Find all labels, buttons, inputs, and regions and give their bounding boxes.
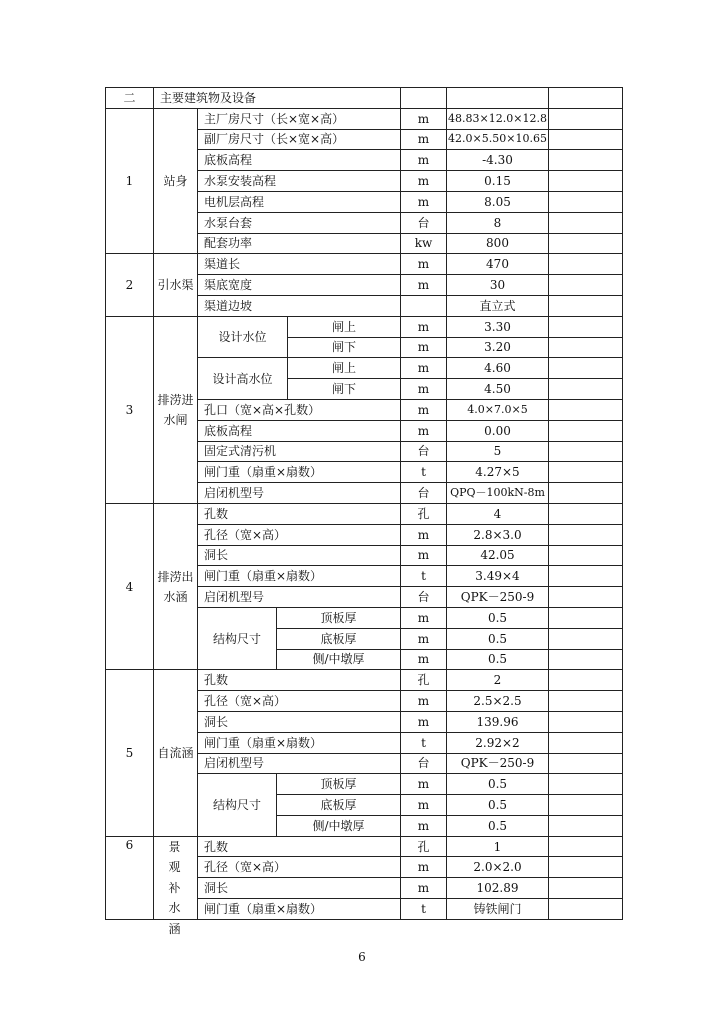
item-label: 副厂房尺寸（长×宽×高） <box>198 129 401 150</box>
remark-cell <box>549 774 623 795</box>
item-name-text: 景观补水涵 <box>168 839 181 937</box>
remark-cell <box>549 503 623 524</box>
remark-cell <box>549 628 623 649</box>
item-label: 启闭机型号 <box>198 753 401 774</box>
item-label: 闸门重（扇重×扇数） <box>198 566 401 587</box>
item-label: 洞长 <box>198 545 401 566</box>
unit-cell: m <box>401 545 447 566</box>
remark-cell <box>549 420 623 441</box>
item-name <box>154 836 198 937</box>
item-label: 主厂房尺寸（长×宽×高） <box>198 108 401 129</box>
unit-cell: m <box>401 607 447 628</box>
unit-cell: m <box>401 774 447 795</box>
unit-cell: m <box>401 358 447 379</box>
unit-cell: t <box>401 566 447 587</box>
remark-cell <box>549 483 623 504</box>
unit-cell: m <box>401 254 447 275</box>
remark-cell <box>549 899 623 920</box>
unit-cell <box>401 88 447 109</box>
unit-cell: m <box>401 815 447 836</box>
remark-cell <box>549 379 623 400</box>
item-label: 闸门重（扇重×扇数） <box>198 732 401 753</box>
item-label: 水泵台套 <box>198 212 401 233</box>
section-header-row <box>106 88 623 109</box>
unit-cell: m <box>401 316 447 337</box>
unit-cell: m <box>401 857 447 878</box>
value-cell: 直立式 <box>447 295 549 316</box>
sub-item: 顶板厚 <box>277 607 401 628</box>
remark-cell <box>549 607 623 628</box>
value-cell: 48.83×12.0×12.8 <box>447 108 549 129</box>
unit-cell: t <box>401 899 447 920</box>
group-label: 结构尺寸 <box>198 774 277 836</box>
item-name: 引水渠 <box>154 254 198 316</box>
value-cell: QPQ－100kN-8m <box>447 483 549 504</box>
value-cell: 8.05 <box>447 191 549 212</box>
unit-cell: m <box>401 108 447 129</box>
item-label: 启闭机型号 <box>198 483 401 504</box>
item-number: 5 <box>106 670 154 836</box>
unit-cell: m <box>401 691 447 712</box>
remark-cell <box>549 815 623 836</box>
remark-cell <box>549 649 623 670</box>
unit-cell: m <box>401 171 447 192</box>
table-row <box>106 670 623 691</box>
item-label: 洞长 <box>198 711 401 732</box>
remark-cell <box>549 587 623 608</box>
value-cell: 42.0×5.50×10.65 <box>447 129 549 150</box>
sub-item: 闸下 <box>288 337 401 358</box>
page-number: 6 <box>358 950 366 964</box>
item-number: 4 <box>106 503 154 669</box>
group-label: 设计高水位 <box>198 358 288 400</box>
sub-item: 闸上 <box>288 358 401 379</box>
value-cell <box>447 88 549 109</box>
value-cell: 3.30 <box>447 316 549 337</box>
unit-cell: 台 <box>401 212 447 233</box>
value-cell: 0.5 <box>447 607 549 628</box>
table-row <box>106 503 623 524</box>
value-cell: 0.5 <box>447 649 549 670</box>
unit-cell: m <box>401 129 447 150</box>
value-cell: 0.5 <box>447 795 549 816</box>
group-label: 设计水位 <box>198 316 288 358</box>
unit-cell: m <box>401 649 447 670</box>
remark-cell <box>549 108 623 129</box>
remark-cell <box>549 566 623 587</box>
value-cell: -4.30 <box>447 150 549 171</box>
remark-cell <box>549 129 623 150</box>
value-cell: 30 <box>447 275 549 296</box>
remark-cell <box>549 316 623 337</box>
unit-cell: 孔 <box>401 503 447 524</box>
remark-cell <box>549 212 623 233</box>
unit-cell: m <box>401 275 447 296</box>
value-cell: 139.96 <box>447 711 549 732</box>
unit-cell: t <box>401 732 447 753</box>
value-cell: 0.15 <box>447 171 549 192</box>
remark-cell <box>549 691 623 712</box>
value-cell: 4 <box>447 503 549 524</box>
value-cell: 2.0×2.0 <box>447 857 549 878</box>
value-cell: 5 <box>447 441 549 462</box>
item-number: 6 <box>106 836 154 919</box>
item-label: 孔数 <box>198 670 401 691</box>
item-label: 底板高程 <box>198 420 401 441</box>
table-row <box>106 254 623 275</box>
equipment-table <box>105 87 623 937</box>
value-cell: 0.5 <box>447 774 549 795</box>
remark-cell <box>549 857 623 878</box>
value-cell: 4.50 <box>447 379 549 400</box>
value-cell: 8 <box>447 212 549 233</box>
item-label: 孔口（宽×高×孔数） <box>198 399 401 420</box>
item-label: 底板高程 <box>198 150 401 171</box>
sub-item: 闸下 <box>288 379 401 400</box>
unit-cell: m <box>401 524 447 545</box>
value-cell: 2 <box>447 670 549 691</box>
item-label: 孔径（宽×高） <box>198 691 401 712</box>
value-cell: 铸铁闸门 <box>447 899 549 920</box>
item-name: 站身 <box>154 108 198 254</box>
remark-cell <box>549 171 623 192</box>
remark-cell <box>549 254 623 275</box>
remark-cell <box>549 545 623 566</box>
item-number: 3 <box>106 316 154 503</box>
value-cell: 102.89 <box>447 878 549 899</box>
value-cell: QPK－250-9 <box>447 587 549 608</box>
unit-cell: kw <box>401 233 447 254</box>
item-label: 电机层高程 <box>198 191 401 212</box>
item-label: 启闭机型号 <box>198 587 401 608</box>
unit-cell: m <box>401 795 447 816</box>
remark-cell <box>549 441 623 462</box>
unit-cell: t <box>401 462 447 483</box>
value-cell: 4.27×5 <box>447 462 549 483</box>
unit-cell: 孔 <box>401 670 447 691</box>
remark-cell <box>549 191 623 212</box>
item-label: 渠底宽度 <box>198 275 401 296</box>
item-label: 闸门重（扇重×扇数） <box>198 899 401 920</box>
sub-item: 底板厚 <box>277 628 401 649</box>
sub-item: 闸上 <box>288 316 401 337</box>
sub-item: 底板厚 <box>277 795 401 816</box>
unit-cell: m <box>401 711 447 732</box>
unit-cell: 台 <box>401 483 447 504</box>
remark-cell <box>549 795 623 816</box>
section-title: 主要建筑物及设备 <box>154 88 401 109</box>
value-cell: 0.5 <box>447 628 549 649</box>
item-label: 水泵安装高程 <box>198 171 401 192</box>
item-label: 孔径（宽×高） <box>198 524 401 545</box>
remark-cell <box>549 337 623 358</box>
value-cell: 2.8×3.0 <box>447 524 549 545</box>
remark-cell <box>549 88 623 109</box>
value-cell: 42.05 <box>447 545 549 566</box>
remark-cell <box>549 295 623 316</box>
item-label: 渠道长 <box>198 254 401 275</box>
unit-cell: m <box>401 628 447 649</box>
remark-cell <box>549 399 623 420</box>
item-name: 排涝出水涵 <box>154 503 198 669</box>
unit-cell: m <box>401 379 447 400</box>
unit-cell: m <box>401 337 447 358</box>
table-row <box>106 316 623 337</box>
remark-cell <box>549 836 623 857</box>
value-cell: 0.00 <box>447 420 549 441</box>
remark-cell <box>549 670 623 691</box>
item-label: 闸门重（扇重×扇数） <box>198 462 401 483</box>
unit-cell: m <box>401 150 447 171</box>
value-cell: QPK－250-9 <box>447 753 549 774</box>
value-cell: 2.5×2.5 <box>447 691 549 712</box>
table-row <box>106 108 623 129</box>
sub-item: 侧/中墩厚 <box>277 815 401 836</box>
unit-cell: m <box>401 420 447 441</box>
unit-cell <box>401 295 447 316</box>
remark-cell <box>549 753 623 774</box>
remark-cell <box>549 150 623 171</box>
group-label: 结构尺寸 <box>198 607 277 669</box>
unit-cell: m <box>401 399 447 420</box>
item-label: 固定式清污机 <box>198 441 401 462</box>
table-row <box>106 836 623 857</box>
remark-cell <box>549 878 623 899</box>
item-name: 排涝进水闸 <box>154 316 198 503</box>
value-cell: 4.60 <box>447 358 549 379</box>
unit-cell: m <box>401 878 447 899</box>
value-cell: 3.20 <box>447 337 549 358</box>
unit-cell: 孔 <box>401 836 447 857</box>
section-number: 二 <box>106 88 154 109</box>
item-number: 1 <box>106 108 154 254</box>
item-label: 配套功率 <box>198 233 401 254</box>
value-cell: 0.5 <box>447 815 549 836</box>
value-cell: 800 <box>447 233 549 254</box>
value-cell: 2.92×2 <box>447 732 549 753</box>
unit-cell: 台 <box>401 441 447 462</box>
unit-cell: 台 <box>401 753 447 774</box>
remark-cell <box>549 732 623 753</box>
sub-item: 侧/中墩厚 <box>277 649 401 670</box>
item-label: 孔数 <box>198 503 401 524</box>
remark-cell <box>549 358 623 379</box>
item-label: 孔数 <box>198 836 401 857</box>
item-name: 自流涵 <box>154 670 198 836</box>
value-cell: 4.0×7.0×5 <box>447 399 549 420</box>
remark-cell <box>549 711 623 732</box>
value-cell: 3.49×4 <box>447 566 549 587</box>
value-cell: 470 <box>447 254 549 275</box>
remark-cell <box>549 233 623 254</box>
unit-cell: m <box>401 191 447 212</box>
item-label: 孔径（宽×高） <box>198 857 401 878</box>
item-label: 渠道边坡 <box>198 295 401 316</box>
unit-cell: 台 <box>401 587 447 608</box>
remark-cell <box>549 275 623 296</box>
value-cell: 1 <box>447 836 549 857</box>
item-label: 洞长 <box>198 878 401 899</box>
remark-cell <box>549 462 623 483</box>
remark-cell <box>549 524 623 545</box>
sub-item: 顶板厚 <box>277 774 401 795</box>
item-number: 2 <box>106 254 154 316</box>
